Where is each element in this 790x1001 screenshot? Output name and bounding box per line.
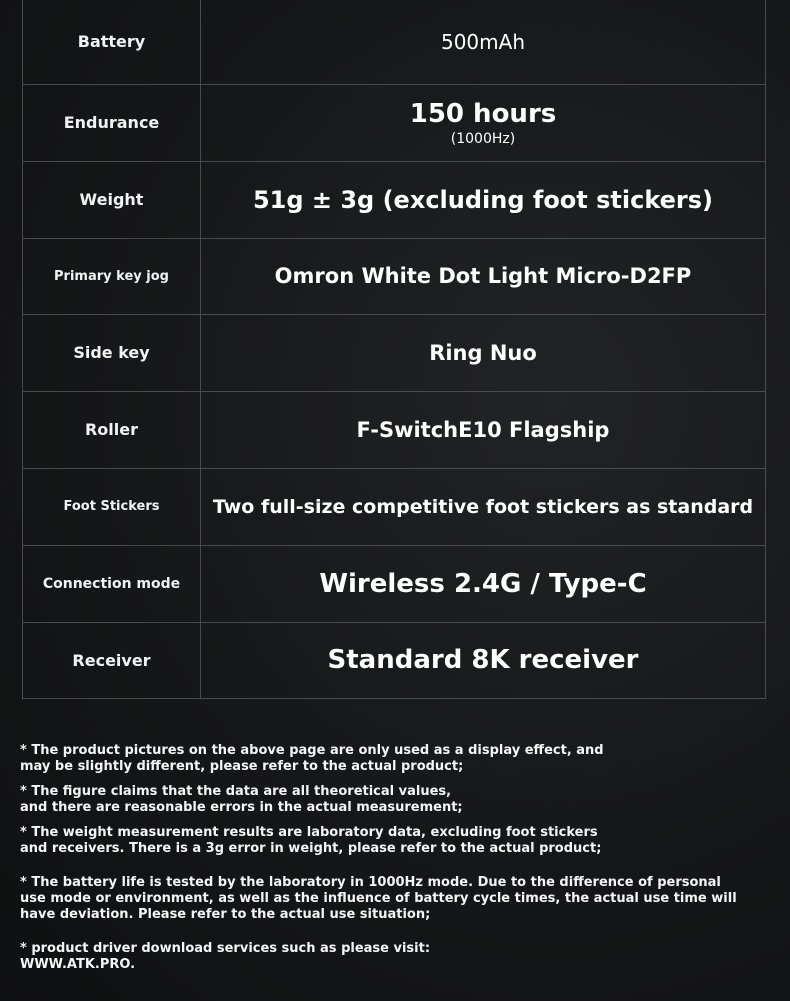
spec-row-side-key (23, 314, 766, 391)
spec-row-endurance (23, 84, 766, 161)
note-weight: * The weight measurement results are laboratory data, excluding foot stickers and receivers. There is a 3g error in weight, please refer to the actual product; (20, 825, 602, 856)
spec-value: Two full-size competitive foot stickers as standard (201, 468, 766, 545)
spec-value: 51g ± 3g (excluding foot stickers) (201, 161, 766, 238)
spec-value: 500mAh (201, 0, 766, 84)
spec-value: Ring Nuo (201, 314, 766, 391)
spec-row-primary-key (23, 238, 766, 314)
spec-subvalue: (1000Hz) (450, 130, 516, 147)
spec-row-weight (23, 161, 766, 238)
spec-label: Battery (23, 0, 201, 84)
spec-value: F-SwitchE10 Flagship (201, 391, 766, 468)
spec-value: Standard 8K receiver (201, 622, 766, 698)
spec-label: Weight (23, 161, 201, 238)
spec-value: 150 hours (409, 98, 557, 129)
note-theoretical-values: * The figure claims that the data are all theoretical values, and there are reasonable errors in the actual measurement; (20, 784, 463, 815)
spec-label: Foot Stickers (23, 468, 201, 545)
spec-label: Side key (23, 314, 201, 391)
spec-value: Wireless 2.4G / Type-C (201, 545, 766, 622)
spec-label: Connection mode (23, 545, 201, 622)
spec-row-roller (23, 391, 766, 468)
spec-table (22, 0, 766, 699)
spec-value-cell (201, 84, 766, 161)
disclaimer-notes (20, 743, 740, 982)
spec-value: Omron White Dot Light Micro-D2FP (201, 238, 766, 314)
spec-label: Roller (23, 391, 201, 468)
spec-row-connection (23, 545, 766, 622)
note-driver-download: * product driver download services such as please visit: WWW.ATK.PRO. (20, 941, 431, 972)
note-battery: * The battery life is tested by the laboratory in 1000Hz mode. Due to the difference of personal use mode or environment, as well as the influence of battery cycle times, the actual use time will have deviation. Please refer to the actual use situation; (20, 875, 737, 922)
spec-row-receiver (23, 622, 766, 698)
spec-row-battery (23, 0, 766, 84)
spec-label: Primary key jog (23, 238, 201, 314)
spec-label: Endurance (23, 84, 201, 161)
spec-row-foot-stickers (23, 468, 766, 545)
spec-label: Receiver (23, 622, 201, 698)
note-display-effect: * The product pictures on the above page are only used as a display effect, and may be slightly different, please refer to the actual product; (20, 743, 604, 774)
